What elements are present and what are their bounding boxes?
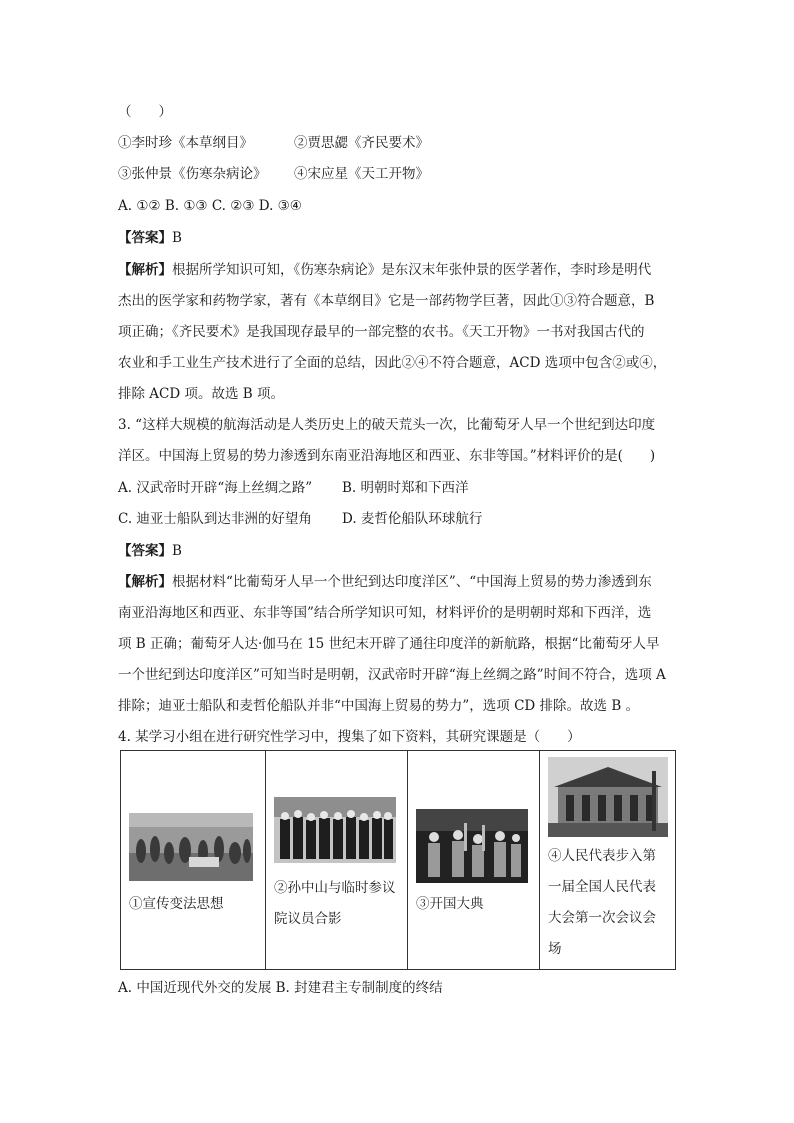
caption-4-line-3: 大会第一次会议会 <box>548 910 656 926</box>
q2-analysis-line-5: 排除 ACD 项。故选 B 项。 <box>118 386 284 402</box>
q3-stem-line-2: 洋区。中国海上贸易的势力渗透到东南亚沿海地区和西亚、东非等国。”材料评价的是( ) <box>118 448 656 464</box>
photo-founding-ceremony <box>416 809 528 883</box>
q2-option-2: ②贾思勰《齐民要术》 <box>294 135 429 151</box>
q2-analysis-line-2: 杰出的医学家和药物学家，著有《本草纲目》它是一部药物学巨著，因此①③符合题意，B <box>118 293 655 309</box>
analysis-text: 根据材料“比葡萄牙人早一个世纪到达印度洋区”、“中国海上贸易的势力渗透到东 <box>172 574 652 590</box>
caption-4-line-4: 场 <box>548 941 562 957</box>
answer-label: 【答案】 <box>118 230 172 246</box>
q2-option-3: ③张仲景《伤寒杂病论》 <box>118 166 267 182</box>
q2-analysis-line-4: 农业和手工业生产技术进行了全面的总结，因此②④不符合题意，ACD 选项中包含②或④， <box>118 355 667 371</box>
photo-peoples-congress <box>548 757 668 837</box>
analysis-label: 【解析】 <box>118 574 172 590</box>
photo-reform-propaganda <box>129 813 253 881</box>
q3-answer <box>118 541 182 561</box>
q2-option-4: ④宋应星《天工开物》 <box>294 166 429 182</box>
material-cell-2 <box>266 751 408 970</box>
caption-3: ③开国大典 <box>416 896 484 912</box>
q4-stem: 4. 某学习小组在进行研究性学习中，搜集了如下资料，其研究课题是（ ） <box>118 729 581 745</box>
material-cell-1 <box>121 751 266 970</box>
caption-2-line-1: ②孙中山与临时参议 <box>274 880 396 896</box>
q2-choices: A. ①② B. ①③ C. ②③ D. ③④ <box>118 198 302 214</box>
q3-option-b: B. 明朝时郑和下西洋 <box>342 480 469 496</box>
q3-analysis-line-4: 一个世纪到达印度洋区”可知当时是明朝，汉武帝时开辟“海上丝绸之路”时间不符合，选项 A <box>118 667 666 683</box>
q3-option-c: C. 迪亚士船队到达非洲的好望角 <box>118 511 312 527</box>
q2-analysis-line-1 <box>118 260 651 280</box>
q3-analysis-line-2: 南亚沿海地区和西亚、东非等国”结合所学知识可知，材料评价的是明朝时郑和下西洋，选 <box>118 605 652 621</box>
q2-answer <box>118 228 182 248</box>
q3-option-d: D. 麦哲伦船队环球航行 <box>342 511 483 527</box>
answer-label: 【答案】 <box>118 543 172 559</box>
caption-1: ①宣传变法思想 <box>129 896 224 912</box>
q3-option-a: A. 汉武帝时开辟“海上丝绸之路” <box>118 480 313 496</box>
answer-value: B <box>172 543 182 559</box>
q2-analysis-line-3: 项正确；《齐民要术》是我国现存最早的一部完整的农书。《天工开物》一书对我国古代的 <box>118 324 645 340</box>
q3-stem-line-1: 3. “这样大规模的航海活动是人类历史上的破天荒头一次，比葡萄牙人早一个世纪到达印度 <box>118 417 656 433</box>
caption-4-line-2: 一届全国人民代表 <box>548 879 656 895</box>
q3-analysis-line-1 <box>118 572 652 592</box>
analysis-text: 根据所学知识可知，《伤寒杂病论》是东汉末年张仲景的医学著作，李时珍是明代 <box>172 262 652 278</box>
q4-material-table <box>120 750 676 970</box>
analysis-label: 【解析】 <box>118 262 172 278</box>
material-cell-3 <box>408 751 540 970</box>
caption-4-line-1: ④人民代表步入第 <box>548 848 656 864</box>
caption-2-line-2: 院议员合影 <box>274 911 342 927</box>
q3-analysis-line-3: 项 B 正确；葡萄牙人达·伽马在 15 世纪末开辟了通往印度洋的新航路，根据“比葡萄牙人早 <box>118 636 660 652</box>
photo-sun-yat-sen-group <box>274 797 396 863</box>
q3-analysis-line-5: 排除；迪亚士船队和麦哲伦船队并非“中国海上贸易的势力”，选项 CD 排除。故选 B 。 <box>118 698 640 714</box>
answer-value: B <box>172 230 182 246</box>
q4-choices-ab: A. 中国近现代外交的发展 B. 封建君主专制制度的终结 <box>118 980 443 996</box>
q2-option-1: ①李时珍《本草纲目》 <box>118 135 253 151</box>
material-cell-4 <box>540 751 676 970</box>
q2-stem-tail: （ ） <box>118 104 172 120</box>
